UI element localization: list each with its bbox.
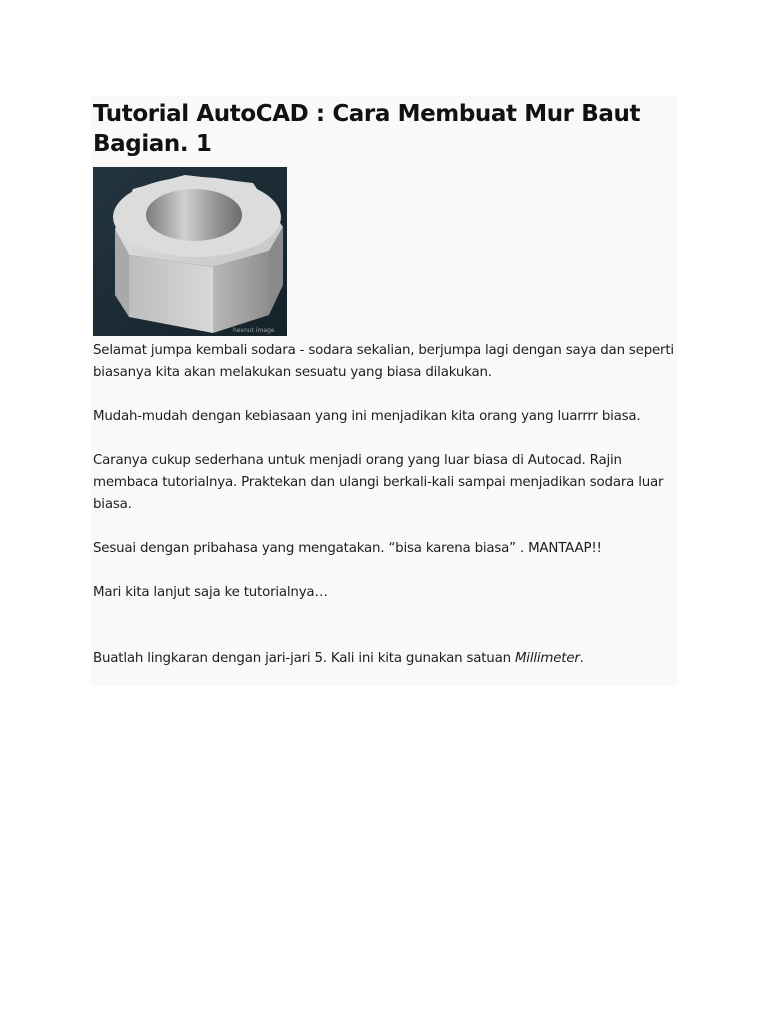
paragraph [93, 648, 677, 670]
article [91, 96, 677, 686]
paragraph: Selamat jumpa kembali sodara - sodara sekalian, berjumpa lagi dengan saya dan seperti biasanya kita akan melakukan sesuatu yang biasa dilakukan. [93, 343, 674, 380]
hex-nut-image [93, 167, 287, 336]
paragraph-text: . [579, 651, 584, 666]
paragraph: Mari kita lanjut saja ke tutorialnya… [93, 585, 328, 600]
article-title: Tutorial AutoCAD : Cara Membuat Mur Baut Bagian. 1 [93, 101, 641, 157]
paragraph-text: Buatlah lingkaran dengan jari-jari 5. Kali ini kita gunakan satuan [93, 651, 515, 666]
paragraph: Mudah-mudah dengan kebiasaan yang ini menjadikan kita orang yang luarrrr biasa. [93, 409, 641, 424]
paragraph: Sesuai dengan pribahasa yang mengatakan. “bisa karena biasa” . MANTAAP!! [93, 541, 602, 556]
figure-watermark: hexnut image [233, 327, 275, 334]
unit-emphasis: Millimeter [514, 651, 580, 666]
paragraph: Caranya cukup sederhana untuk menjadi orang yang luar biasa di Autocad. Rajin membaca tutorialnya. Praktekan dan ulangi berkali-kali sampai menjadikan sodara luar biasa. [93, 453, 664, 512]
